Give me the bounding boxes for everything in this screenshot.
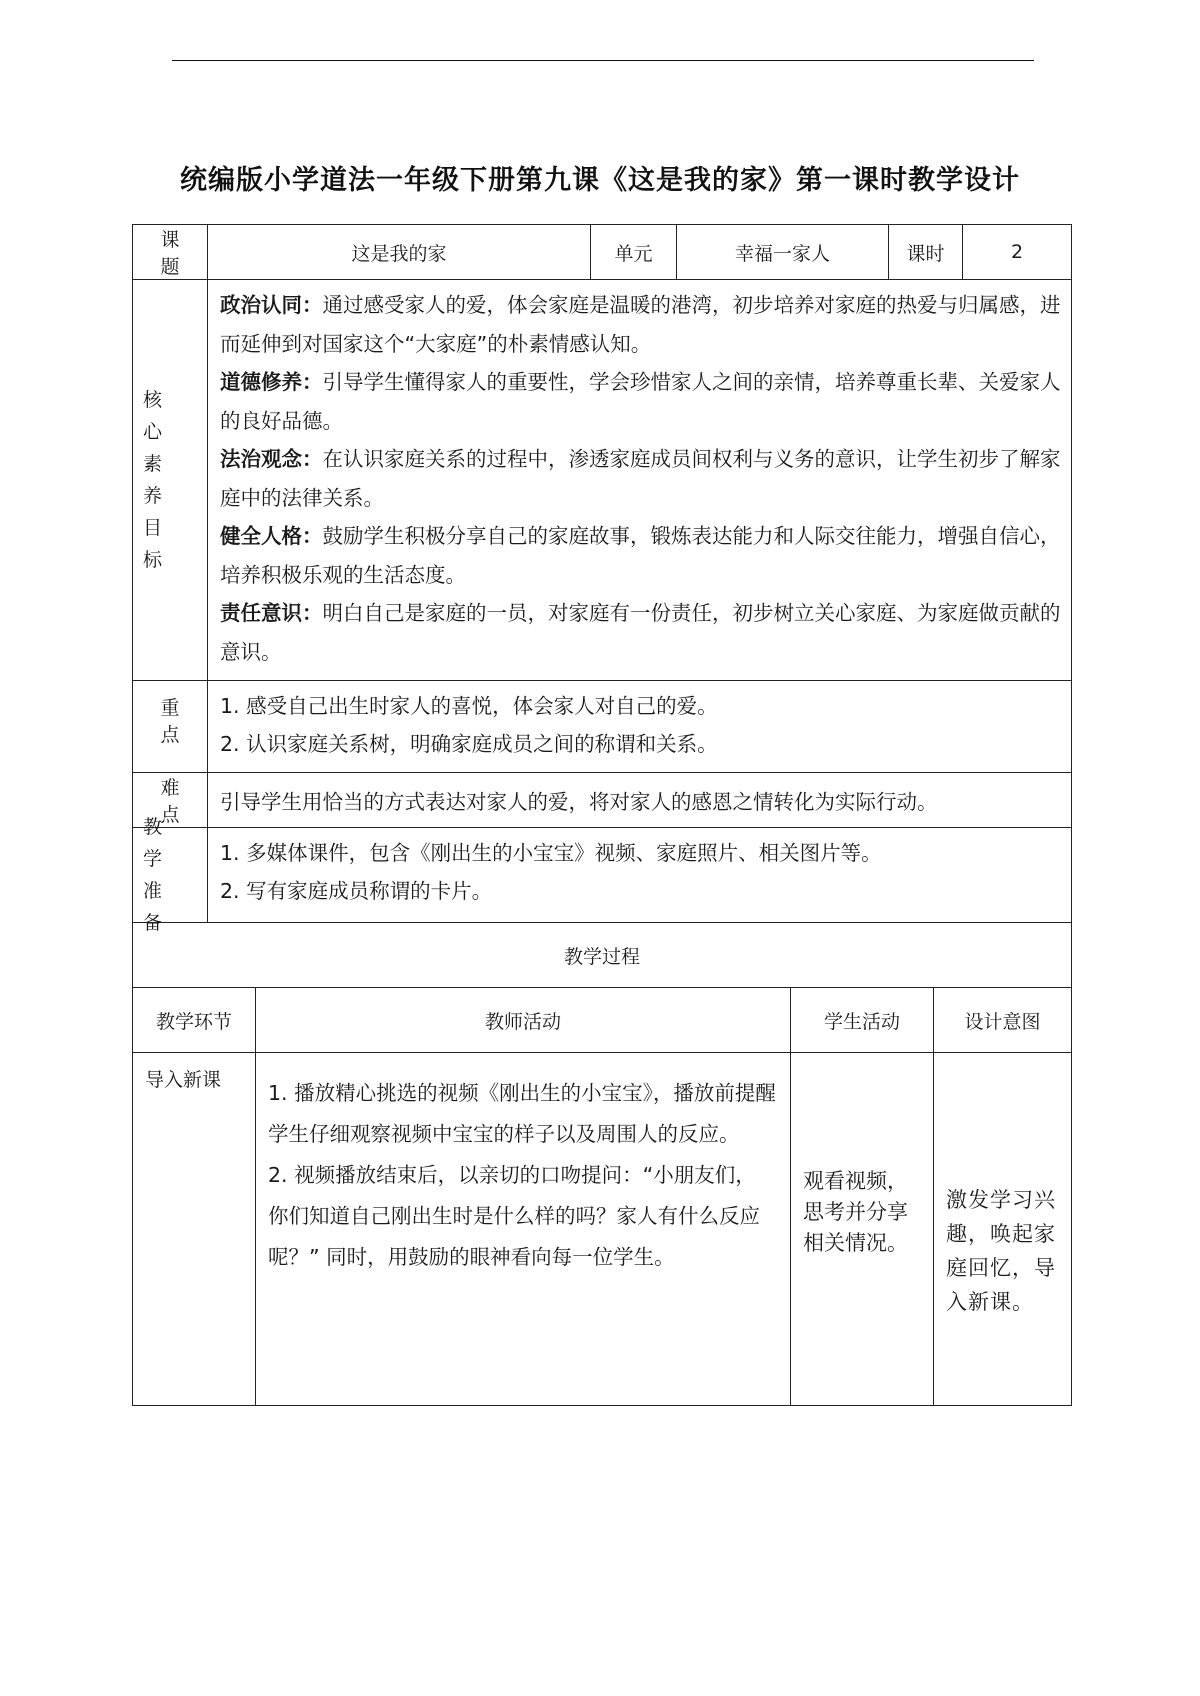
- preparation-content: [207, 828, 1071, 922]
- teacher-activity-item: 2. 视频播放结束后，以亲切的口吻提问：“小朋友们，你们知道自己刚出生时是什么样的吗？家人有什么反应呢？” 同时，用鼓励的眼神看向每一位学生。: [268, 1163, 760, 1269]
- core-goals-label-line: 目 标: [143, 517, 173, 571]
- key-points-row: [132, 681, 1072, 773]
- difficulty-label: 难 点: [160, 777, 190, 826]
- preparation-item: 1. 多媒体课件，包含《刚出生的小宝宝》视频、家庭照片、相关图片等。: [220, 841, 882, 865]
- goal-item: [220, 286, 1061, 363]
- teacher-activity-cell: [255, 1053, 790, 1405]
- topic-label: 课 题: [160, 229, 190, 278]
- core-goals-row: [132, 280, 1072, 681]
- topic-value: 这是我的家: [207, 225, 590, 279]
- goal-text: 在认识家庭关系的过程中，渗透家庭成员间权利与义务的意识，让学生初步了解家庭中的法律关系。: [220, 447, 1061, 510]
- goal-key: 政治认同：: [220, 293, 323, 317]
- process-header-row: [132, 988, 1072, 1053]
- unit-value: 幸福一家人: [676, 225, 888, 279]
- goal-text: 明白自己是家庭的一员，对家庭有一份责任，初步树立关心家庭、为家庭做贡献的意识。: [220, 601, 1061, 664]
- stage-text: 导入新课: [145, 1069, 222, 1091]
- preparation-row: [132, 816, 1072, 934]
- core-goals-content: [207, 280, 1071, 680]
- document-title: 统编版小学道法一年级下册第九课《这是我的家》第一课时教学设计: [180, 165, 1020, 196]
- goal-key: 法治观念：: [220, 447, 323, 471]
- goal-text: 鼓励学生积极分享自己的家庭故事，锻炼表达能力和人际交往能力，增强自信心，培养积极乐观的生活态度。: [220, 524, 1061, 587]
- goal-item: [220, 517, 1061, 594]
- preparation-item: 2. 写有家庭成员称谓的卡片。: [220, 879, 493, 903]
- goal-item: [220, 363, 1061, 440]
- preparation-label-line: 教 学: [143, 816, 173, 870]
- core-goals-label: [133, 280, 207, 680]
- unit-label: 单元: [590, 225, 676, 279]
- key-point-item: 1. 感受自己出生时家人的喜悦，体会家人对自己的爱。: [220, 694, 718, 718]
- table-row: [132, 1053, 1072, 1406]
- hours-label: 课时: [888, 225, 962, 279]
- preparation-label: [133, 816, 207, 934]
- info-row: [132, 224, 1072, 280]
- goal-text: 引导学生懂得家人的重要性，学会珍惜家人之间的亲情，培养尊重长辈、关爱家人的良好品德。: [220, 370, 1061, 433]
- difficulty-content: [207, 773, 1071, 827]
- hours-value: 2: [962, 225, 1071, 279]
- goal-item: [220, 440, 1061, 517]
- design-intent-cell: [933, 1053, 1071, 1405]
- process-heading: 教学过程: [563, 945, 640, 968]
- goal-item: [220, 594, 1061, 671]
- teacher-activity-item: 1. 播放精心挑选的视频《刚出生的小宝宝》，播放前提醒学生仔细观察视频中宝宝的样子以及周围人的反应。: [268, 1081, 776, 1146]
- key-points-label: 重 点: [160, 697, 190, 746]
- column-header-stage: 教学环节: [155, 1010, 232, 1033]
- goal-key: 责任意识：: [220, 601, 323, 625]
- preparation-label-line: 准 备: [143, 880, 173, 934]
- student-activity-text: 观看视频，思考并分享相关情况。: [803, 1168, 908, 1255]
- key-point-item: 2. 认识家庭关系树，明确家庭成员之间的称谓和关系。: [220, 732, 718, 756]
- core-goals-label-line: 核 心: [143, 389, 173, 443]
- column-header-teacher: 教师活动: [255, 988, 790, 1052]
- column-header-student: 学生活动: [790, 988, 933, 1052]
- core-goals-label-line: 素 养: [143, 453, 173, 507]
- difficulty-text: 引导学生用恰当的方式表达对家人的爱，将对家人的感恩之情转化为实际行动。: [220, 790, 938, 814]
- stage-cell: [133, 1053, 255, 1405]
- goal-key: 健全人格：: [220, 524, 323, 548]
- header-rule: [172, 60, 1034, 61]
- student-activity-cell: [790, 1053, 933, 1405]
- design-intent-text: 激发学习兴趣，唤起家庭回忆，导入新课。: [946, 1188, 1056, 1314]
- difficulty-row: [132, 773, 1072, 828]
- key-points-content: [207, 681, 1071, 772]
- goal-text: 通过感受家人的爱，体会家庭是温暖的港湾，初步培养对家庭的热爱与归属感，进而延伸到对国家这个“大家庭”的朴素情感认知。: [220, 293, 1061, 356]
- process-heading-row: [132, 923, 1072, 988]
- column-header-intent: 设计意图: [933, 988, 1071, 1052]
- goal-key: 道德修养：: [220, 370, 323, 394]
